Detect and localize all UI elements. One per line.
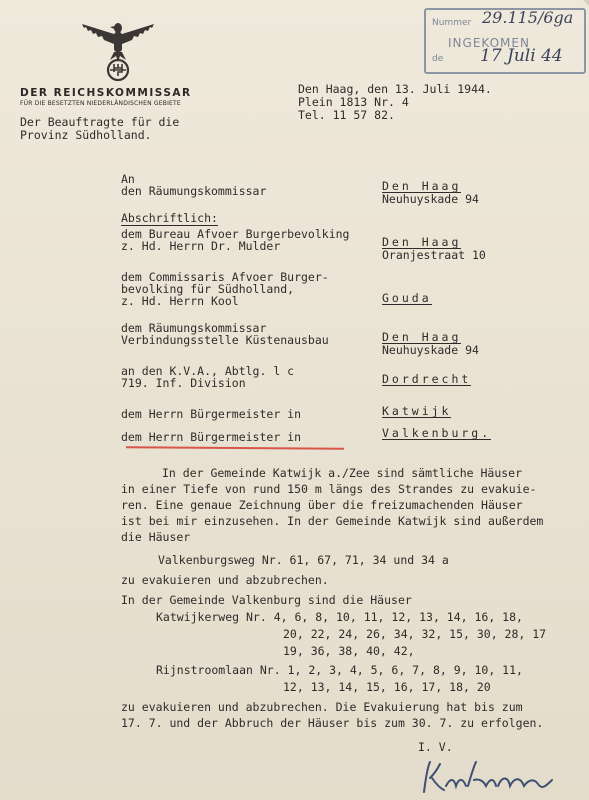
closing-iv: I. V. <box>418 740 453 754</box>
stamp-date-value: 17 Juli 44 <box>480 46 563 66</box>
body-line-15: 17. 7. und der Abbruch der Häuser bis zum 30. 7. zu erfolgen. <box>121 716 544 730</box>
stamp-number-label: Nummer <box>432 18 472 28</box>
recipient-3-attn: z. Hd. Herrn Kool <box>121 294 239 308</box>
body-line-2: in einer Tiefe von rund 150 m längs des Strandes zu evakuie- <box>121 482 537 496</box>
page-corner <box>583 0 589 6</box>
received-stamp <box>424 8 586 74</box>
body-line-10: 20, 22, 24, 26, 34, 32, 15, 30, 28, 17 <box>283 627 547 641</box>
recipient-1-place: Den Haag <box>382 179 462 193</box>
body-line-8: In der Gemeinde Valkenburg sind die Häuser <box>121 593 412 607</box>
recipient-3-name-2: bevolking für Südholland, <box>121 282 295 296</box>
recipient-6-name: dem Herrn Bürgermeister in <box>121 407 302 421</box>
recipient-1-name: den Räumungskommissar <box>121 184 267 198</box>
recipients-an: An <box>121 172 135 186</box>
body-line-6: Valkenburgsweg Nr. 61, 67, 71, 34 und 34 a <box>158 553 449 567</box>
body-line-13: 12, 13, 14, 15, 16, 17, 18, 20 <box>283 680 491 694</box>
body-line-1: In der Gemeinde Katwijk a./Zee sind sämtliche Häuser <box>162 466 523 480</box>
letterhead-org: DER REICHSKOMMISSAR <box>20 87 192 99</box>
body-line-5: die Häuser <box>121 530 191 544</box>
body-line-12: Rijnstroomlaan Nr. 1, 2, 3, 4, 5, 6, 7, 8, 9, 10, 11, <box>156 663 523 677</box>
recipient-2-place: Den Haag <box>382 235 462 249</box>
recipient-5-place: Dordrecht <box>382 372 472 386</box>
stamp-number-value: 29.115/6ga <box>482 8 574 27</box>
recipient-4-name: dem Räumungskommissar <box>121 321 267 335</box>
place-date: Den Haag, den 13. Juli 1944. <box>298 82 492 96</box>
letterhead-suborg: FÜR DIE BESETZTEN NIEDERLÄNDISCHEN GEBIETE <box>20 100 181 107</box>
handwritten-signature <box>420 756 560 798</box>
stamp-date-label: de <box>432 54 444 64</box>
office-address: Plein 1813 Nr. 4 <box>298 95 409 109</box>
recipient-1-address: Neuhuyskade 94 <box>382 192 479 206</box>
recipient-7-name: dem Herrn Bürgermeister in <box>121 430 302 444</box>
recipient-4-office: Verbindungsstelle Küstenausbau <box>121 333 329 347</box>
recipient-2-address: Oranjestraat 10 <box>382 248 486 262</box>
dept-line-1: Der Beauftragte für die <box>20 115 180 129</box>
abschriftlich-heading: Abschriftlich: <box>121 211 218 225</box>
recipient-3-place: Gouda <box>382 291 432 305</box>
stamp-ingekomen: INGEKOMEN <box>448 36 530 50</box>
body-line-7: zu evakuieren und abzubrechen. <box>121 573 329 587</box>
office-phone: Tel. 11 57 82. <box>298 108 395 122</box>
recipient-6-place: Katwijk <box>382 404 452 418</box>
dept-line-2: Provinz Südholland. <box>20 128 152 142</box>
body-line-3: ren. Eine genaue Zeichnung über die freizumachenden Häuser <box>121 498 523 512</box>
body-line-11: 19, 36, 38, 40, 42, <box>283 644 415 658</box>
body-line-14: zu evakuieren und abzubrechen. Die Evakuierung hat bis zum <box>121 700 523 714</box>
body-line-4: ist bei mir einzusehen. In der Gemeinde Katwijk sind außerdem <box>121 514 544 528</box>
eagle-emblem-icon <box>80 14 156 84</box>
recipient-2-name: dem Bureau Afvoer Burgerbevolking <box>121 227 350 241</box>
recipient-4-place: Den Haag <box>382 330 462 344</box>
recipient-3-name: dem Commissaris Afvoer Burger- <box>121 270 329 284</box>
body-line-9: Katwijkerweg Nr. 4, 6, 8, 10, 11, 12, 13, 14, 16, 18, <box>156 610 523 624</box>
recipient-5-unit: 719. Inf. Division <box>121 376 246 390</box>
recipient-5-name: an den K.V.A., Abtlg. l c <box>121 364 295 378</box>
recipient-7-place: Valkenburg. <box>382 426 492 440</box>
recipient-2-attn: z. Hd. Herrn Dr. Mulder <box>121 239 281 253</box>
recipient-4-address: Neuhuyskade 94 <box>382 343 479 357</box>
